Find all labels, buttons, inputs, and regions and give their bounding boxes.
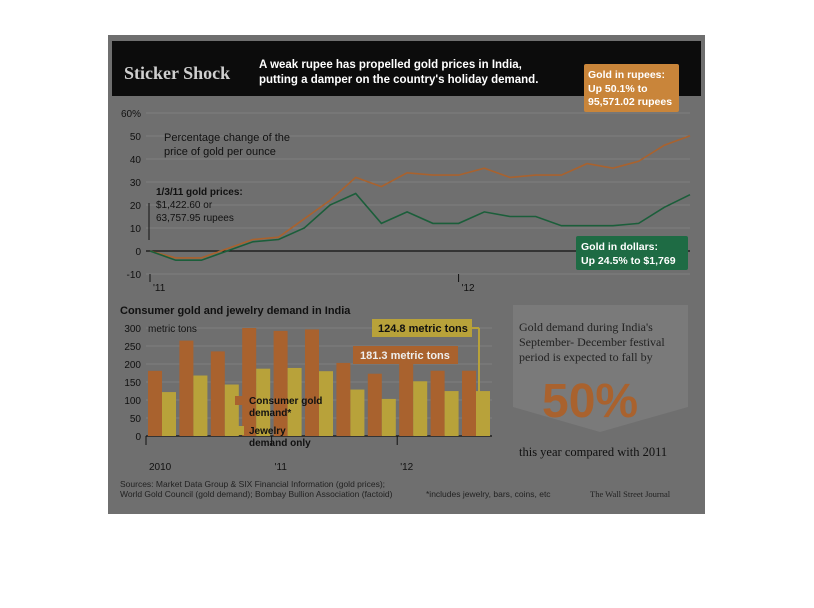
highlight-consumer-label: 181.3 metric tons (360, 350, 450, 362)
legend-consumer-swatch (235, 396, 244, 405)
line-y-tick-label: -10 (126, 270, 141, 281)
rupee-callout-value: Up 50.1% to 95,571.02 rupees (588, 83, 673, 108)
consumer-demand-bar (242, 328, 256, 436)
chart-title: Sticker Shock (124, 63, 231, 83)
start-label-title: 1/3/11 gold prices: (156, 187, 243, 198)
bar-y-unit-label: metric tons (148, 324, 197, 335)
factoid-value: 50% (542, 375, 639, 428)
jewelry-demand-bar (382, 399, 396, 436)
legend-consumer-label: Consumer gold demand* (249, 396, 323, 419)
line-y-tick-label: 0 (135, 247, 141, 258)
bar-x-year-label: '12 (400, 462, 414, 473)
jewelry-demand-bar (445, 391, 459, 436)
highlight-jewelry-label: 124.8 metric tons (378, 323, 468, 335)
factoid-bottom-text: this year compared with 2011 (519, 445, 668, 459)
line-y-tick-label: 10 (129, 224, 141, 235)
bar-y-tick-label: 300 (124, 324, 141, 335)
chart-figure (108, 35, 705, 514)
bar-x-year-label: '11 (274, 462, 287, 473)
charts-svg (108, 35, 705, 514)
consumer-demand-bar (336, 363, 350, 436)
line-y-tick-label: 60% (120, 109, 141, 120)
legend-jewelry-swatch (235, 426, 244, 435)
line-y-tick-label: 30 (129, 178, 141, 189)
bar-y-tick-label: 250 (124, 342, 141, 353)
bar-y-tick-label: 50 (129, 414, 141, 425)
jewelry-demand-bar (193, 376, 207, 436)
dollar-callout-title: Gold in dollars: (581, 241, 659, 253)
line-x-tick-label: '12 (461, 283, 475, 294)
consumer-demand-bar (462, 371, 476, 436)
jewelry-demand-bar (162, 392, 176, 436)
line-y-tick-label: 40 (129, 155, 141, 166)
bar-y-tick-label: 150 (124, 378, 141, 389)
consumer-demand-bar (399, 361, 413, 436)
bar-chart-bars (148, 328, 490, 436)
bar-y-tick-label: 100 (124, 396, 141, 407)
footer-credit: The Wall Street Journal (590, 489, 671, 499)
bar-y-tick-label: 0 (135, 432, 141, 443)
consumer-demand-bar (148, 371, 162, 436)
line-y-tick-label: 20 (129, 201, 141, 212)
consumer-demand-bar (368, 374, 382, 436)
footer-sources: Sources: Market Data Group & SIX Financial Information (gold prices); World Gold Council (gold demand); Bombay Bullion Association (factoid) (120, 479, 393, 499)
factoid-top-text: Gold demand during India's September- December festival period is expected to fall by (519, 320, 665, 364)
consumer-demand-bar (274, 331, 288, 436)
bar-x-year-label: 2010 (149, 462, 172, 473)
bar-y-tick-label: 200 (124, 360, 141, 371)
rupee-callout-title: Gold in rupees: (588, 69, 666, 81)
legend-jewelry-label: Jewelry demand only (249, 426, 311, 449)
jewelry-demand-bar (350, 390, 364, 436)
line-chart-x-ticks (150, 274, 475, 294)
dollar-callout-value: Up 24.5% to $1,769 (581, 255, 676, 267)
line-x-tick-label: '11 (153, 283, 166, 294)
footer-note: *includes jewelry, bars, coins, etc (426, 489, 551, 499)
consumer-demand-bar (211, 351, 225, 436)
line-annotation-title: Percentage change of the price of gold per ounce (164, 132, 290, 158)
jewelry-demand-bar (413, 381, 427, 436)
line-y-tick-label: 50 (129, 132, 141, 143)
consumer-demand-bar (305, 329, 319, 436)
consumer-demand-bar (431, 371, 445, 436)
line-chart-y-ticks (121, 109, 141, 281)
bar-chart-title: Consumer gold and jewelry demand in India (120, 305, 351, 317)
consumer-demand-bar (179, 341, 193, 436)
chart-subtitle: A weak rupee has propelled gold prices in India, putting a damper on the country's holiday demand. (259, 59, 539, 86)
start-label-value: $1,422.60 or 63,757.95 rupees (156, 200, 234, 224)
